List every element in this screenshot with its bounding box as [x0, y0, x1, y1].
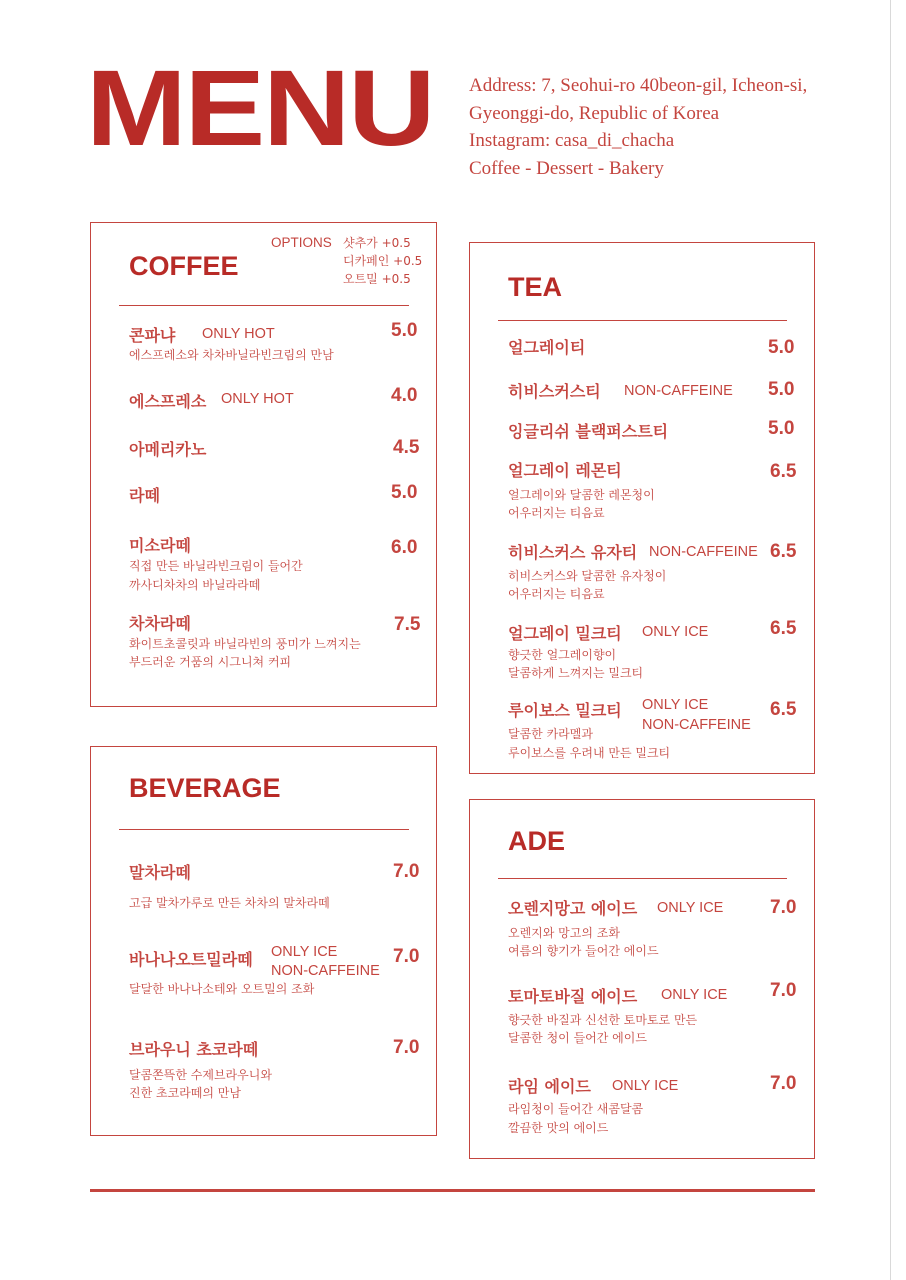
- menu-item-price: 7.0: [770, 1073, 797, 1094]
- page-edge-line: [890, 0, 891, 1280]
- address-line: Gyeonggi-do, Republic of Korea: [469, 102, 720, 124]
- menu-item-price: 6.5: [770, 618, 797, 639]
- menu-item-price: 6.5: [770, 461, 797, 482]
- menu-item-desc: 달달한 바나나소테와 오트밀의 조화: [129, 982, 315, 996]
- menu-item-price: 5.0: [768, 379, 795, 400]
- menu-item-desc: 여름의 향기가 들어간 에이드: [508, 944, 659, 958]
- section-divider: [498, 878, 787, 879]
- menu-item-price: 5.0: [391, 320, 418, 341]
- menu-item-price: 4.0: [391, 385, 418, 406]
- menu-item-name: 잉글리쉬 블랙퍼스트티: [508, 422, 669, 441]
- menu-item-tag: ONLY ICE: [612, 1078, 679, 1094]
- menu-item-desc: 고급 말차가루로 만든 차차의 말차라떼: [129, 896, 330, 910]
- menu-item-desc: 깔끔한 맛의 에이드: [508, 1121, 609, 1135]
- menu-item-price: 4.5: [393, 437, 420, 458]
- instagram-line: Instagram: casa_di_chacha: [469, 130, 675, 151]
- menu-item-desc: 달콤쫀뜩한 수제브라우니와: [129, 1068, 272, 1082]
- coffee-title: COFFEE: [129, 251, 239, 281]
- address-line: Address: 7, Seohui-ro 40beon-gil, Icheon-si,: [469, 75, 808, 96]
- section-divider: [498, 320, 787, 321]
- option-decaf: 디카페인 +0.5: [343, 254, 423, 268]
- menu-item-desc: 화이트초콜릿과 바닐라빈의 풍미가 느껴지는: [129, 637, 361, 651]
- ade-title: ADE: [508, 826, 566, 856]
- menu-item-desc: 달콤한 청이 들어간 에이드: [508, 1031, 647, 1045]
- menu-item-desc: 어우러지는 티음료: [508, 506, 605, 520]
- menu-item-name: 바나나오트밀라떼: [129, 950, 253, 969]
- menu-item-desc: 향긋한 얼그레이향이: [508, 648, 617, 662]
- menu-item-desc: 진한 초코라떼의 만남: [129, 1086, 241, 1100]
- menu-item-name: 브라우니 초코라떼: [129, 1040, 259, 1059]
- menu-item-price: 7.0: [770, 897, 797, 918]
- menu-item-desc: 직접 만든 바닐라빈크림이 들어간: [129, 559, 303, 573]
- menu-item-name: 라임 에이드: [508, 1077, 591, 1096]
- menu-item-desc: 까사디차차의 바닐라라떼: [129, 578, 261, 592]
- menu-item-price: 7.5: [394, 614, 421, 635]
- menu-item-desc: 어우러지는 티음료: [508, 587, 605, 601]
- menu-item-tag: ONLY ICE: [642, 697, 709, 713]
- menu-title: MENU: [86, 47, 434, 168]
- menu-item-price: 7.0: [393, 1037, 420, 1058]
- menu-item-desc: 오렌지와 망고의 조화: [508, 926, 620, 940]
- menu-item-desc: 향긋한 바질과 신선한 토마토로 만든: [508, 1013, 698, 1027]
- menu-item-name: 히비스커스티: [508, 382, 601, 401]
- menu-item-tag: ONLY ICE: [271, 944, 338, 960]
- menu-item-name: 콘파냐: [129, 326, 176, 345]
- option-oatmeal: 오트밀 +0.5: [343, 272, 411, 286]
- menu-item-price: 5.0: [391, 482, 418, 503]
- menu-item-tag: ONLY HOT: [221, 391, 294, 407]
- menu-item-desc: 루이보스를 우려내 만든 밀크티: [508, 746, 671, 760]
- menu-item-name: 얼그레이 밀크티: [508, 624, 622, 643]
- menu-item-desc: 히비스커스와 달콤한 유자청이: [508, 569, 667, 583]
- tagline: Coffee - Dessert - Bakery: [469, 157, 664, 179]
- address-block: [469, 72, 807, 182]
- menu-item-tag: ONLY ICE: [657, 900, 724, 916]
- menu-item-price: 6.0: [391, 537, 418, 558]
- menu-item-name: 얼그레이티: [508, 338, 586, 357]
- menu-item-desc: 부드러운 거품의 시그니쳐 커피: [129, 655, 292, 669]
- menu-item-desc: 얼그레이와 달콤한 레몬청이: [508, 488, 655, 502]
- menu-item-tag: NON-CAFFEINE: [642, 717, 751, 733]
- beverage-title: BEVERAGE: [129, 773, 281, 803]
- menu-item-desc: 라임청이 들어간 새콤달콤: [508, 1102, 644, 1116]
- options-list: [343, 234, 422, 288]
- menu-item-tag: ONLY ICE: [661, 987, 728, 1003]
- menu-item-name: 에스프레소: [129, 392, 207, 411]
- footer-divider: [90, 1189, 815, 1192]
- menu-item-price: 7.0: [393, 861, 420, 882]
- menu-item-name: 히비스커스 유자티: [508, 543, 638, 562]
- menu-item-name: 아메리카노: [129, 440, 207, 459]
- menu-item-tag: NON-CAFFEINE: [624, 383, 733, 399]
- menu-item-price: 7.0: [393, 946, 420, 967]
- menu-item-name: 오렌지망고 에이드: [508, 899, 638, 918]
- menu-item-tag: NON-CAFFEINE: [649, 544, 758, 560]
- menu-item-price: 6.5: [770, 699, 797, 720]
- menu-item-name: 루이보스 밀크티: [508, 701, 622, 720]
- menu-item-name: 차차라떼: [129, 614, 191, 633]
- menu-item-desc: 달콤하게 느껴지는 밀크티: [508, 666, 644, 680]
- menu-item-price: 6.5: [770, 541, 797, 562]
- menu-item-tag: ONLY HOT: [202, 326, 275, 342]
- options-label: OPTIONS: [271, 235, 332, 250]
- menu-item-name: 토마토바질 에이드: [508, 987, 638, 1006]
- menu-item-desc: 달콤한 카라멜과: [508, 727, 593, 741]
- section-divider: [119, 829, 409, 830]
- option-extra-shot: 샷추가 +0.5: [343, 236, 411, 250]
- menu-item-desc: 에스프레소와 차차바닐라빈크림의 만남: [129, 348, 334, 362]
- menu-item-tag: ONLY ICE: [642, 624, 709, 640]
- menu-item-price: 7.0: [770, 980, 797, 1001]
- menu-item-name: 미소라떼: [129, 536, 191, 555]
- tea-title: TEA: [508, 272, 562, 302]
- menu-item-price: 5.0: [768, 418, 795, 439]
- menu-item-price: 5.0: [768, 337, 795, 358]
- menu-item-name: 말차라떼: [129, 863, 191, 882]
- menu-item-name: 얼그레이 레몬티: [508, 461, 622, 480]
- menu-item-name: 라떼: [129, 486, 160, 505]
- menu-item-tag: NON-CAFFEINE: [271, 963, 380, 979]
- section-divider: [119, 305, 409, 306]
